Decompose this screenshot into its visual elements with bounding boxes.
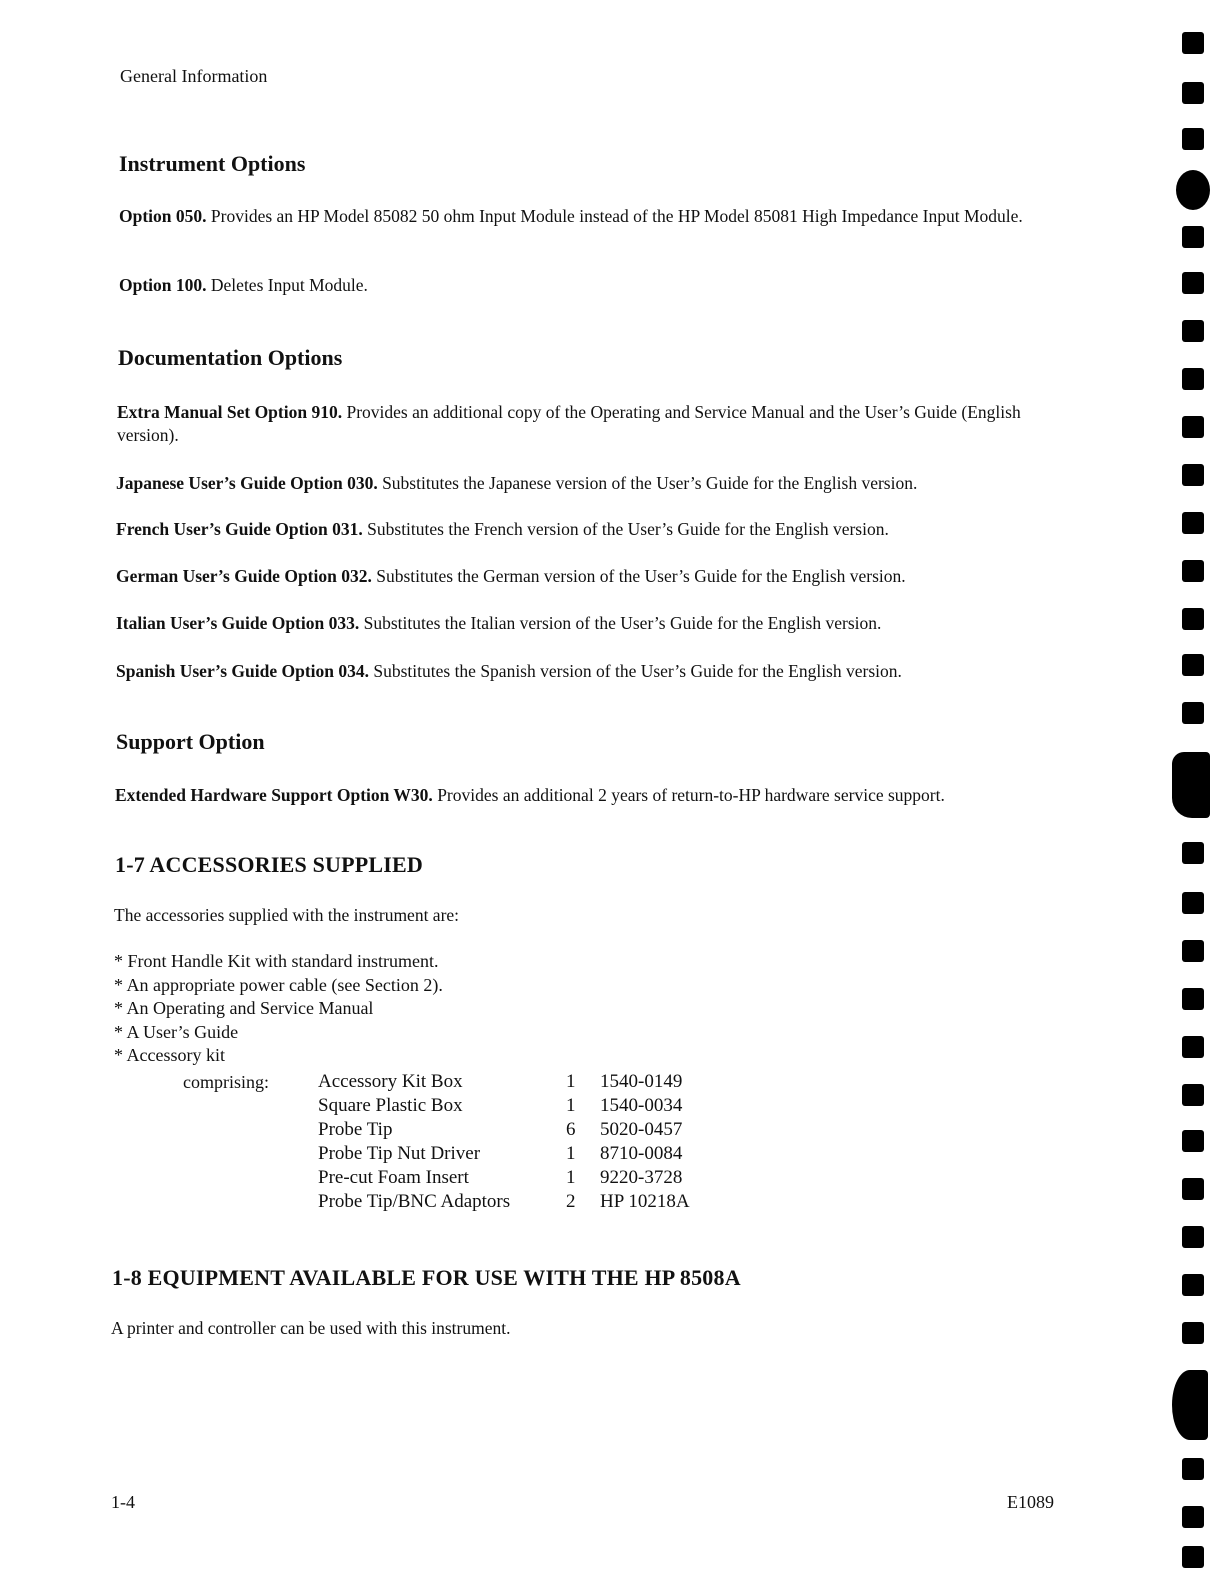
table-row <box>318 1190 690 1214</box>
kit-item-qty: 2 <box>566 1191 576 1212</box>
kit-item-name: Square Plastic Box <box>318 1095 463 1116</box>
option-034-paragraph <box>116 660 1116 683</box>
kit-item-name: Probe Tip <box>318 1119 393 1140</box>
kit-item-part: HP 10218A <box>600 1191 690 1212</box>
binding-mark <box>1182 654 1204 676</box>
binding-mark <box>1182 416 1204 438</box>
bullet-item: * An Operating and Service Manual <box>114 997 443 1021</box>
bullet-item: * Front Handle Kit with standard instrument. <box>114 950 443 974</box>
binding-mark <box>1182 82 1204 104</box>
kit-item-name: Probe Tip Nut Driver <box>318 1143 481 1164</box>
binding-mark <box>1182 842 1204 864</box>
binding-marks-strip <box>1176 30 1212 1570</box>
equipment-text: A printer and controller can be used with this instrument. <box>111 1318 511 1338</box>
option-032-text: Substitutes the German version of the User’s Guide for the English version. <box>371 566 906 586</box>
option-910-label: Extra Manual Set Option 910. <box>117 402 343 422</box>
binding-mark <box>1182 1036 1204 1058</box>
binding-mark <box>1182 1546 1204 1568</box>
option-050-text: Provides an HP Model 85082 50 ohm Input Module instead of the HP Model 85081 High Impedance Input Module. <box>206 206 1023 226</box>
binding-mark <box>1182 988 1204 1010</box>
binding-mark <box>1182 1322 1204 1344</box>
binding-mark <box>1182 464 1204 486</box>
option-910-paragraph <box>117 401 1067 447</box>
accessory-kit-table <box>318 1070 690 1214</box>
option-100-text: Deletes Input Module. <box>206 275 368 295</box>
option-031-label: French User’s Guide Option 031. <box>116 519 363 539</box>
option-100-label: Option 100. <box>119 275 207 295</box>
kit-item-part: 8710-0084 <box>600 1143 683 1164</box>
binding-mark <box>1182 1084 1204 1106</box>
binding-mark <box>1182 940 1204 962</box>
kit-comprising-label: comprising: <box>183 1072 269 1092</box>
binding-mark <box>1182 560 1204 582</box>
option-w30-label: Extended Hardware Support Option W30. <box>115 785 433 805</box>
binding-mark <box>1182 226 1204 248</box>
documentation-options-heading: Documentation Options <box>118 345 343 370</box>
accessories-intro: The accessories supplied with the instrument are: <box>114 905 460 925</box>
kit-item-name: Pre-cut Foam Insert <box>318 1167 469 1188</box>
equipment-heading: 1-8 EQUIPMENT AVAILABLE FOR USE WITH THE HP 8508A <box>112 1265 741 1290</box>
option-033-text: Substitutes the Italian version of the User’s Guide for the English version. <box>359 613 882 633</box>
binding-mark <box>1182 128 1204 150</box>
binding-mark <box>1182 320 1204 342</box>
instrument-options-heading: Instrument Options <box>119 151 306 176</box>
table-row <box>318 1070 690 1094</box>
option-030-paragraph <box>116 472 1116 495</box>
binding-mark <box>1176 170 1210 210</box>
binding-mark <box>1182 1458 1204 1480</box>
option-050-paragraph <box>119 205 1069 228</box>
table-row <box>318 1118 690 1142</box>
option-032-paragraph <box>116 565 1116 588</box>
support-option-heading: Support Option <box>116 729 265 754</box>
kit-item-qty: 1 <box>566 1167 576 1188</box>
option-034-text: Substitutes the Spanish version of the User’s Guide for the English version. <box>369 661 902 681</box>
binding-mark <box>1182 1178 1204 1200</box>
option-034-label: Spanish User’s Guide Option 034. <box>116 661 369 681</box>
option-033-label: Italian User’s Guide Option 033. <box>116 613 360 633</box>
table-row <box>318 1166 690 1190</box>
page-number: 1-4 <box>111 1492 135 1512</box>
accessories-heading: 1-7 ACCESSORIES SUPPLIED <box>115 852 423 877</box>
kit-item-qty: 1 <box>566 1095 576 1116</box>
binding-mark <box>1182 892 1204 914</box>
option-031-text: Substitutes the French version of the User’s Guide for the English version. <box>362 519 889 539</box>
option-w30-text: Provides an additional 2 years of return-to-HP hardware service support. <box>432 785 945 805</box>
binding-mark <box>1182 368 1204 390</box>
running-head: General Information <box>120 66 268 86</box>
kit-item-name: Accessory Kit Box <box>318 1071 463 1092</box>
option-030-text: Substitutes the Japanese version of the User’s Guide for the English version. <box>377 473 918 493</box>
binding-mark <box>1172 752 1210 818</box>
bullet-item: * An appropriate power cable (see Section 2). <box>114 974 443 998</box>
option-032-label: German User’s Guide Option 032. <box>116 566 372 586</box>
kit-item-qty: 1 <box>566 1071 576 1092</box>
kit-item-qty: 6 <box>566 1119 576 1140</box>
kit-item-part: 1540-0149 <box>600 1071 683 1092</box>
kit-item-qty: 1 <box>566 1143 576 1164</box>
accessories-bullet-list <box>114 950 443 1068</box>
document-code: E1089 <box>1007 1492 1054 1512</box>
kit-item-part: 9220-3728 <box>600 1167 683 1188</box>
kit-item-part: 5020-0457 <box>600 1119 683 1140</box>
option-031-paragraph <box>116 518 1116 541</box>
binding-mark <box>1182 32 1204 54</box>
kit-item-name: Probe Tip/BNC Adaptors <box>318 1191 511 1212</box>
option-033-paragraph <box>116 612 1116 635</box>
binding-mark <box>1182 272 1204 294</box>
binding-mark <box>1182 1130 1204 1152</box>
binding-mark <box>1172 1370 1208 1440</box>
binding-mark <box>1182 1226 1204 1248</box>
binding-mark <box>1182 702 1204 724</box>
binding-mark <box>1182 1274 1204 1296</box>
option-910-text: Provides an additional copy of the Operating and Service Manual and the User’s Guide (English version). <box>117 402 1021 445</box>
binding-mark <box>1182 512 1204 534</box>
option-100-paragraph <box>119 274 1069 297</box>
binding-mark <box>1182 608 1204 630</box>
kit-item-part: 1540-0034 <box>600 1095 683 1116</box>
option-050-label: Option 050. <box>119 206 207 226</box>
option-w30-paragraph <box>115 784 1155 807</box>
table-row <box>318 1094 690 1118</box>
binding-mark <box>1182 1506 1204 1528</box>
bullet-item: * A User’s Guide <box>114 1021 443 1045</box>
bullet-item: * Accessory kit <box>114 1044 443 1068</box>
table-row <box>318 1142 690 1166</box>
option-030-label: Japanese User’s Guide Option 030. <box>116 473 378 493</box>
